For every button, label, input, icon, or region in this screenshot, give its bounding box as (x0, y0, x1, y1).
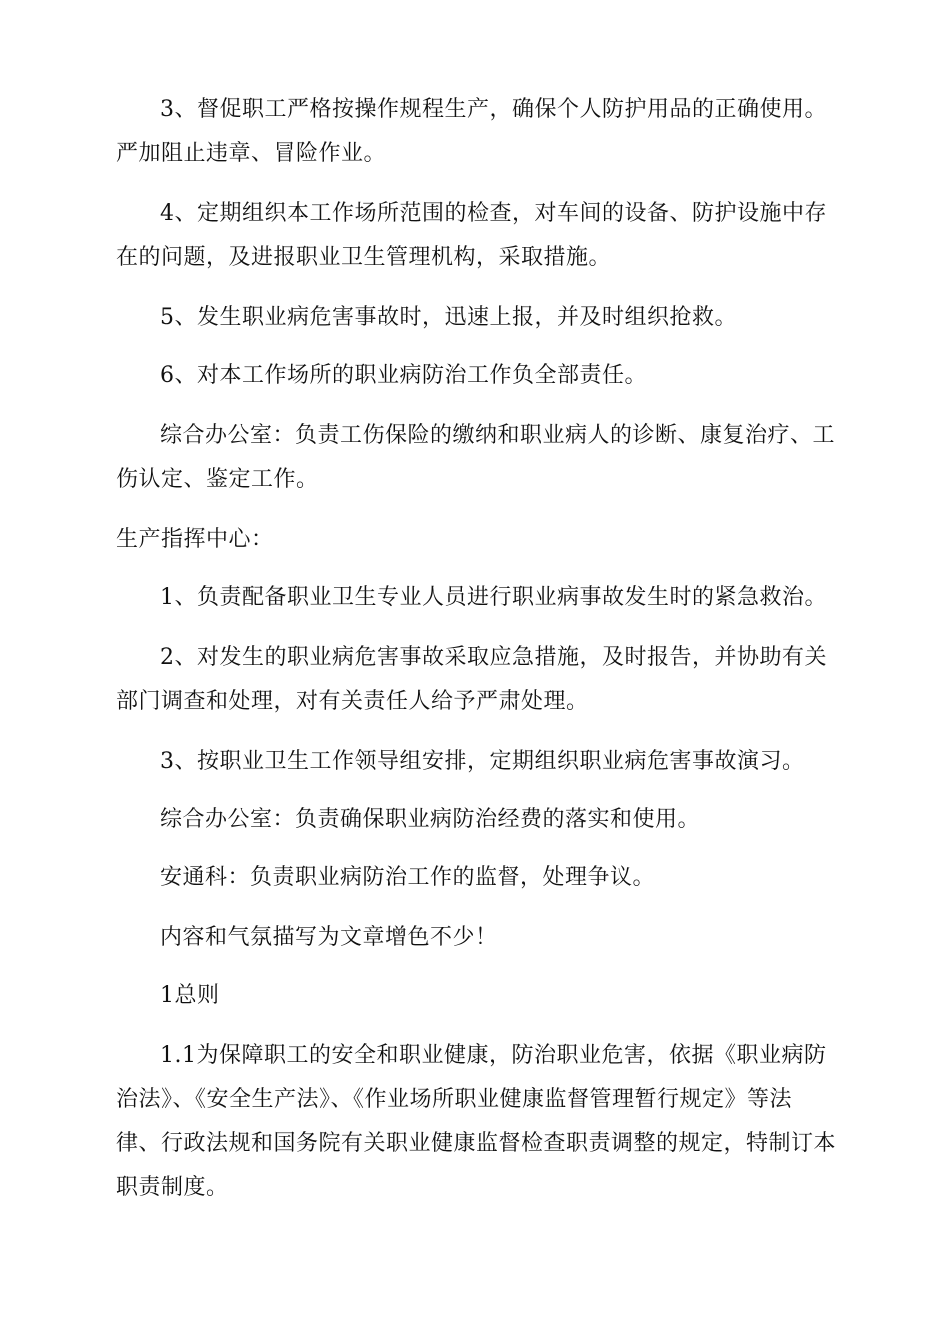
paragraph-safety-dept: 安通科：负责职业病防治工作的监督，处理争议。 (160, 865, 656, 890)
paragraph-item-1-medical-staff: 1、负责配备职业卫生专业人员进行职业病事故发生时的紧急救治。 (160, 585, 827, 610)
section-heading-general-provisions: 1总则 (160, 983, 220, 1008)
paragraph-general-office-funding: 综合办公室：负责确保职业病防治经费的落实和使用。 (160, 807, 701, 832)
paragraph-item-3-drills: 3、按职业卫生工作领导组安排，定期组织职业病危害事故演习。 (160, 749, 805, 774)
paragraph-item-3-supervise: 3、督促职工严格按操作规程生产，确保个人防护用品的正确使用。严加阻止违章、冒险作业。 (116, 97, 827, 166)
paragraph-item-5-accident-report: 5、发生职业病危害事故时，迅速上报，并及时组织抢救。 (160, 305, 737, 330)
paragraph-general-office-insurance: 综合办公室：负责工伤保险的缴纳和职业病人的诊断、康复治疗、工伤认定、鉴定工作。 (116, 423, 836, 492)
paragraph-item-6-responsibility: 6、对本工作场所的职业病防治工作负全部责任。 (160, 363, 647, 388)
paragraph-item-4-inspection: 4、定期组织本工作场所范围的检查，对车间的设备、防护设施中存在的问题，及进报职业卫生管理机构，采取措施。 (116, 201, 827, 270)
section-heading-production-command: 生产指挥中心： (116, 527, 274, 552)
paragraph-note: 内容和气氛描写为文章增色不少！ (160, 925, 498, 950)
paragraph-1-1-purpose: 1.1为保障职工的安全和职业健康，防治职业危害，依据《职业病防治法》、《安全生产法》、《作业场所职业健康监督管理暂行规定》等法律、行政法规和国务院有关职业健康监督检查职责调整的规定，特制订本职责制度。 (116, 1043, 837, 1200)
paragraph-item-2-emergency-measures: 2、对发生的职业病危害事故采取应急措施，及时报告，并协助有关部门调查和处理，对有关责任人给予严肃处理。 (116, 645, 827, 714)
